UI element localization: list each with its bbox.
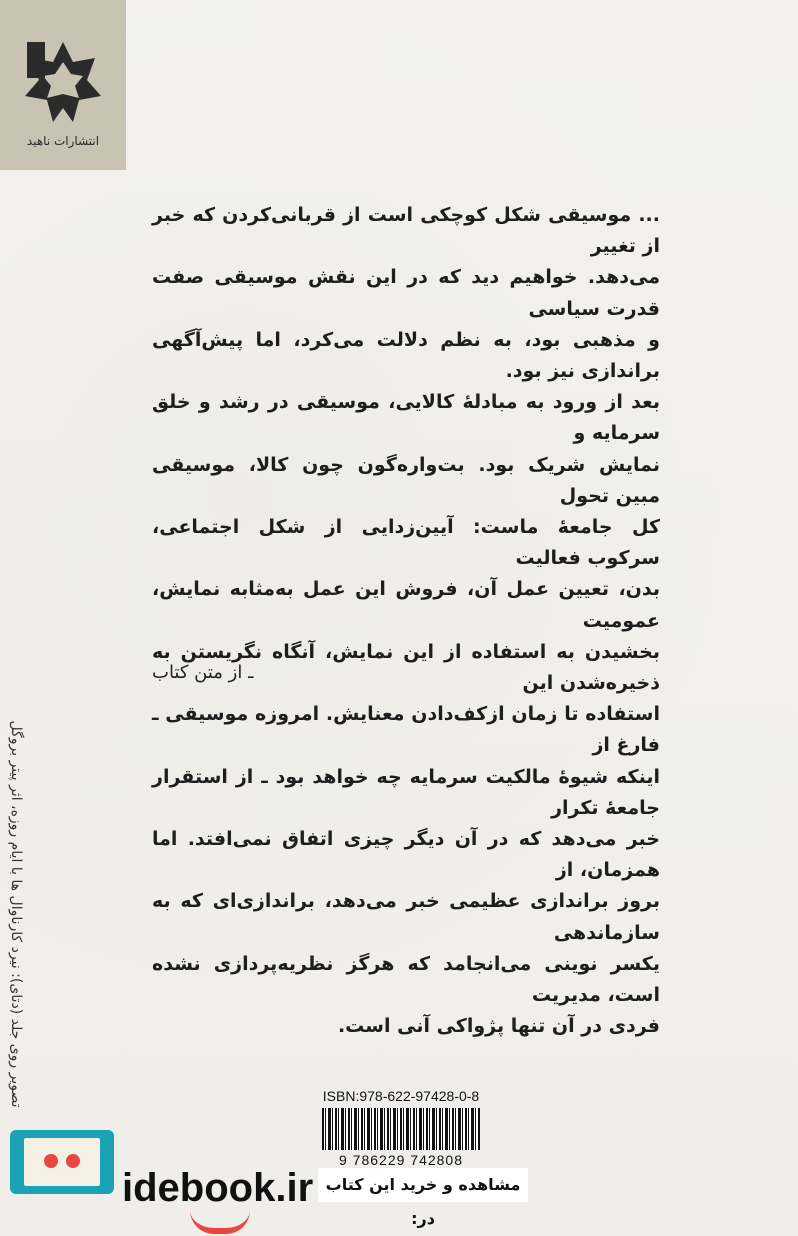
view-buy-link[interactable]: مشاهده و خرید این کتاب در:	[318, 1168, 528, 1202]
excerpt-line: یکسر نوینی می‌انجامد که هرگز نظریه‌پردازی نشده است، مدیریت	[152, 952, 660, 1007]
excerpt-line: بدن، تعیین عمل آن، فروش این عمل به‌مثابه نمایش، عمومیت	[152, 578, 660, 632]
excerpt-line: بعد از ورود به مبادلهٔ کالایی، موسیقی در رشد و خلق سرمایه و	[152, 391, 660, 445]
isbn-label: ISBN:978-622-97428-0-8	[322, 1088, 480, 1104]
excerpt-line: و مذهبی بود، به نظم دلالت می‌کرد، اما پیش‌آگهی براندازی نیز بود.	[152, 328, 660, 383]
excerpt-line: می‌دهد. خواهیم دید که در این نقش موسیقی صفت قدرت سیاسی	[152, 266, 660, 320]
excerpt-line: فردی در آن تنها پژواکی آنی است.	[337, 1015, 660, 1038]
excerpt-text	[152, 200, 660, 1042]
excerpt-line: خبر می‌دهد که در آن دیگر چیزی اتفاق نمی‌افتد. اما همزمان، از	[152, 828, 660, 882]
publisher-name: انتشارات ناهید	[26, 134, 100, 148]
book-logo-icon	[10, 1130, 114, 1194]
barcode-digits: 9 786229 742808	[339, 1152, 463, 1168]
excerpt-line: استفاده تا زمان ازکف‌دادن معنایش. امروزه موسیقی ـ فارغ از	[152, 703, 660, 757]
excerpt-line: نمایش شریک بود. بت‌واره‌گون چون کالا، موسیقی مبین تحول	[152, 453, 660, 507]
cover-credit-text: تصویر روی جلد (دتای): نیرد کارناوال ها با ایام روزه، اثر پیتر بروگل	[8, 720, 24, 1108]
excerpt-line: کل جامعهٔ ماست: آیین‌زدایی از شکل اجتماعی، سرکوب فعالیت	[152, 516, 660, 570]
excerpt-line: اینکه شیوهٔ مالکیت سرمایه چه خواهد بود ـ از استقرار جامعهٔ تکرار	[152, 765, 660, 819]
publisher-logo-block	[0, 0, 126, 170]
cover-credit	[0, 700, 40, 1140]
smile-icon	[190, 1210, 250, 1234]
excerpt-line: ... موسیقی شکل کوچکی است از قربانی‌کردن که خبر از تغییر	[152, 204, 660, 258]
excerpt-source: ـ از متن کتاب	[152, 662, 254, 683]
brand-name[interactable]: idebook.ir	[122, 1166, 314, 1210]
ad-banner[interactable]	[0, 1122, 798, 1236]
publisher-star-icon	[21, 40, 105, 124]
excerpt-line: بروز براندازی عظیمی خبر می‌دهد، براندازی‌ای که به سازماندهی	[152, 890, 660, 944]
excerpt-line: بخشیدن به استفاده از این نمایش، آنگاه نگریستن به ذخیره‌شدن این	[152, 640, 660, 695]
